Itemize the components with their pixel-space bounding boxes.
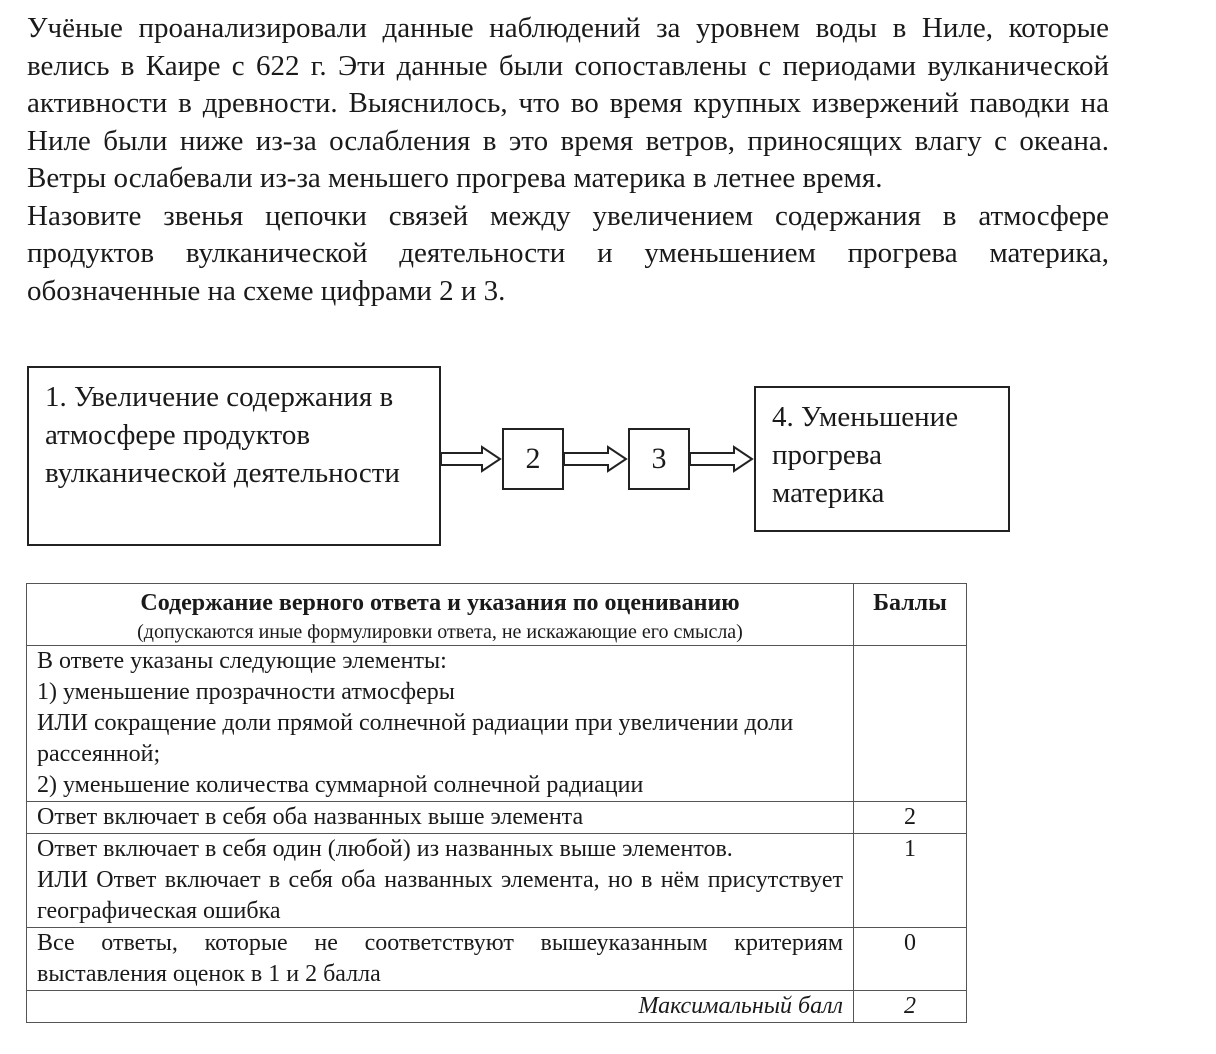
answer-line: 2) уменьшение количества суммарной солнечной радиации [37, 772, 644, 798]
criteria-points: 1 [854, 834, 967, 928]
criteria-text: Ответ включает в себя оба названных выше элемента [27, 802, 854, 834]
criteria-text [27, 834, 854, 928]
answer-cell [27, 646, 854, 802]
criteria-row [27, 928, 967, 991]
criteria-points: 2 [854, 802, 967, 834]
max-score-value: 2 [854, 991, 967, 1023]
answer-row [27, 646, 967, 802]
criteria-text-line: Ответ включает в себя один (любой) из названных выше элементов. [37, 836, 733, 862]
criteria-text-line: ИЛИ Ответ включает в себя оба названных элемента, но в нём присутствует географическая ошибка [37, 867, 843, 924]
header-main: Содержание верного ответа и указания по оцениванию [140, 590, 740, 616]
answer-line: В ответе указаны следующие элементы: [37, 648, 447, 674]
header-content-cell [27, 584, 854, 646]
criteria-points: 0 [854, 928, 967, 991]
answer-line: ИЛИ сокращение доли прямой солнечной радиации при увеличении доли рассеянной; [37, 710, 794, 767]
scheme-box-1: 1. Увеличение содержания в атмосфере продуктов вулканической деятельности [27, 366, 441, 546]
arrow-1-to-2-icon [441, 447, 500, 471]
scheme-box-3: 3 [628, 428, 690, 490]
arrow-3-to-4-icon [690, 447, 752, 471]
arrow-2-to-3-icon [564, 447, 626, 471]
task-paragraph-2: Назовите звенья цепочки связей между увеличением содержания в атмосфере продуктов вулканической деятельности и уменьшением прогрева материка, обозначенные на схеме цифрами 2 и 3. [27, 199, 1109, 307]
task-text [27, 10, 1109, 310]
scheme-box-4: 4. Уменьшение прогрева материка [754, 386, 1010, 532]
criteria-text: Все ответы, которые не соответствуют вышеуказанным критериям выставления оценок в 1 и 2 балла [27, 928, 854, 991]
task-paragraph-1: Учёные проанализировали данные наблюдений за уровнем воды в Ниле, которые велись в Каире с 622 г. Эти данные были сопоставлены с периодами вулканической активности в древности. Выяснилось, что во время крупных извержений паводки на Ниле были ниже из-за ослабления в это время ветров, приносящих влагу с океана. Ветры ослабевали из-за меньшего прогрева материка в летнее время. [27, 12, 1109, 194]
criteria-row [27, 834, 967, 928]
answer-points-empty [854, 646, 967, 802]
answer-table [26, 583, 967, 1023]
scheme-box-2: 2 [502, 428, 564, 490]
table-header-row [27, 584, 967, 646]
answer-line: 1) уменьшение прозрачности атмосферы [37, 679, 455, 705]
header-sub: (допускаются иные формулировки ответа, не искажающие его смысла) [137, 621, 743, 643]
max-score-row [27, 991, 967, 1023]
header-points: Баллы [854, 584, 967, 646]
criteria-row [27, 802, 967, 834]
max-score-label: Максимальный балл [27, 991, 854, 1023]
